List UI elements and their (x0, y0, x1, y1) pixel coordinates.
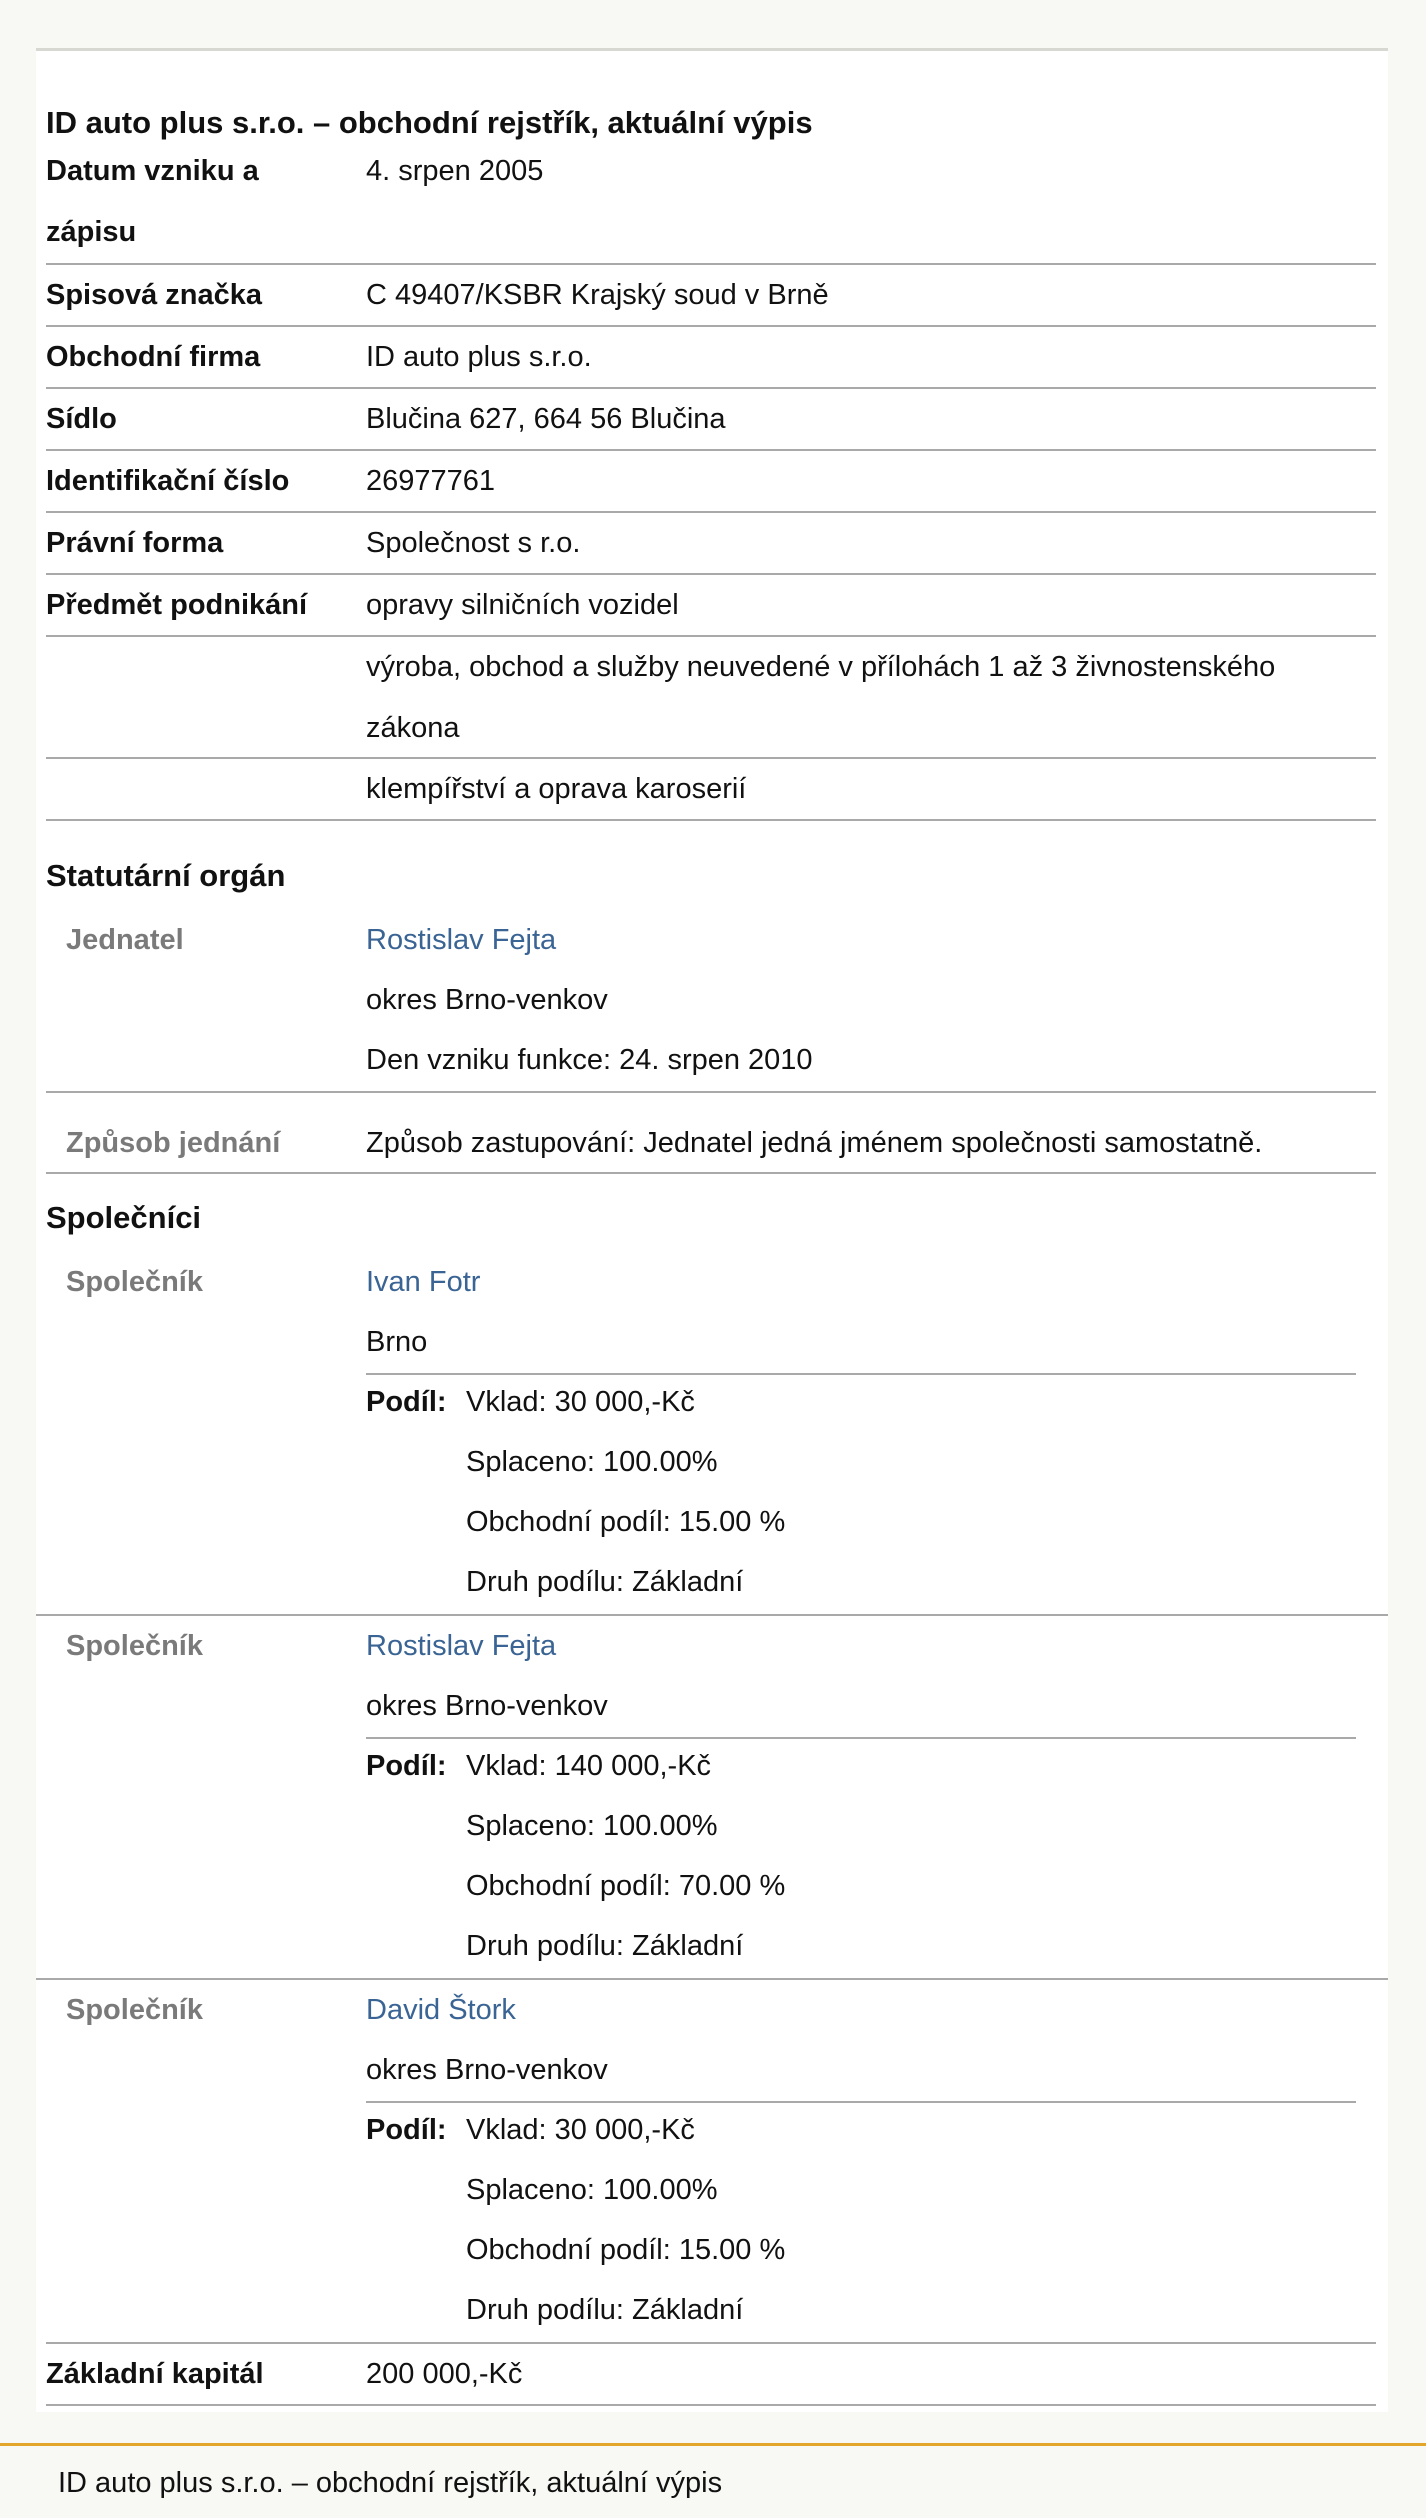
podil-obchodni: Obchodní podíl: 15.00 % (466, 1506, 786, 1538)
spolecnik-place: okres Brno-venkov (366, 1690, 608, 1722)
divider (366, 1737, 1356, 1739)
value-pravni-forma: Společnost s r.o. (366, 527, 581, 559)
value-sidlo: Blučina 627, 664 56 Blučina (366, 403, 726, 435)
section-spolecnici: Společníci (46, 1200, 202, 1235)
divider (366, 1373, 1356, 1375)
link-jednatel-name[interactable]: Rostislav Fejta (366, 924, 557, 956)
row-spisova-znacka (46, 265, 1376, 327)
divider (366, 2101, 1356, 2103)
section-statutarni-organ: Statutární orgán (46, 858, 286, 893)
podil-obchodni: Obchodní podíl: 15.00 % (466, 2234, 786, 2266)
podil-splaceno: Splaceno: 100.00% (466, 2174, 718, 2206)
row-predmet-podnikani-2 (46, 637, 1376, 759)
value-identifikacni-cislo: 26977761 (366, 465, 496, 497)
label-podil: Podíl: (366, 2114, 447, 2146)
value-predmet-2-line1: výroba, obchod a služby neuvedené v přílohách 1 až 3 živnostenského (366, 651, 1276, 683)
row-pravni-forma (46, 513, 1376, 575)
link-spolecnik-name[interactable]: Rostislav Fejta (366, 1630, 557, 1662)
podil-splaceno: Splaceno: 100.00% (466, 1810, 718, 1842)
label-podil: Podíl: (366, 1750, 447, 1782)
value-predmet-3: klempířství a oprava karoserií (366, 773, 747, 805)
value-datum-vzniku: 4. srpen 2005 (366, 155, 544, 187)
jednatel-okres: okres Brno-venkov (366, 984, 608, 1016)
divider (46, 1091, 1376, 1093)
row-predmet-podnikani-1 (46, 575, 1376, 637)
footer-text: ID auto plus s.r.o. – obchodní rejstřík, aktuální výpis (58, 2467, 723, 2499)
row-identifikacni-cislo (46, 451, 1376, 513)
page-footer (0, 2443, 1426, 2518)
value-predmet-2-line2: zákona (366, 712, 460, 744)
label-spolecnik: Společník (66, 1994, 203, 2026)
label-jednatel: Jednatel (66, 924, 184, 956)
link-spolecnik-name[interactable]: Ivan Fotr (366, 1266, 481, 1298)
label-identifikacni-cislo: Identifikační číslo (46, 465, 290, 497)
divider (36, 1614, 1388, 1616)
podil-druh: Druh podílu: Základní (466, 1566, 744, 1598)
value-spisova-znacka: C 49407/KSBR Krajský soud v Brně (366, 279, 829, 311)
divider (36, 1978, 1388, 1980)
podil-druh: Druh podílu: Základní (466, 1930, 744, 1962)
label-podil: Podíl: (366, 1386, 447, 1418)
registry-card (36, 48, 1388, 2412)
label-predmet-podnikani: Předmět podnikání (46, 589, 308, 621)
divider (46, 1172, 1376, 1174)
podil-druh: Druh podílu: Základní (466, 2294, 744, 2326)
row-obchodni-firma (46, 327, 1376, 389)
value-predmet-1: opravy silničních vozidel (366, 589, 679, 621)
podil-vklad: Vklad: 30 000,-Kč (466, 1386, 695, 1418)
spolecnik-place: Brno (366, 1326, 428, 1358)
value-predmet-2 (366, 637, 1366, 759)
label-spolecnik: Společník (66, 1630, 203, 1662)
label-spisova-znacka: Spisová značka (46, 279, 262, 311)
page-title: ID auto plus s.r.o. – obchodní rejstřík, aktuální výpis (46, 105, 813, 140)
label-zpusob-jednani: Způsob jednání (66, 1127, 281, 1159)
podil-obchodni: Obchodní podíl: 70.00 % (466, 1870, 786, 1902)
jednatel-den-vzniku: Den vzniku funkce: 24. srpen 2010 (366, 1044, 813, 1076)
link-spolecnik-name[interactable]: David Štork (366, 1994, 516, 2026)
podil-splaceno: Splaceno: 100.00% (466, 1446, 718, 1478)
row-zakladni-kapital (46, 2344, 1376, 2406)
label-datum-vzniku (46, 141, 366, 263)
podil-vklad: Vklad: 30 000,-Kč (466, 2114, 695, 2146)
value-zpusob-jednani: Způsob zastupování: Jednatel jedná jménem společnosti samostatně. (366, 1127, 1263, 1159)
label-zakladni-kapital: Základní kapitál (46, 2358, 264, 2390)
value-obchodni-firma: ID auto plus s.r.o. (366, 341, 592, 373)
spolecnik-place: okres Brno-venkov (366, 2054, 608, 2086)
label-datum-line2: zápisu (46, 216, 137, 248)
row-sidlo (46, 389, 1376, 451)
label-datum-line1: Datum vzniku a (46, 155, 259, 187)
label-sidlo: Sídlo (46, 403, 117, 435)
row-datum-vzniku (46, 141, 1376, 265)
label-spolecnik: Společník (66, 1266, 203, 1298)
label-obchodni-firma: Obchodní firma (46, 341, 261, 373)
value-zakladni-kapital: 200 000,-Kč (366, 2358, 523, 2390)
podil-vklad: Vklad: 140 000,-Kč (466, 1750, 712, 1782)
label-pravni-forma: Právní forma (46, 527, 224, 559)
row-predmet-podnikani-3 (46, 759, 1376, 821)
